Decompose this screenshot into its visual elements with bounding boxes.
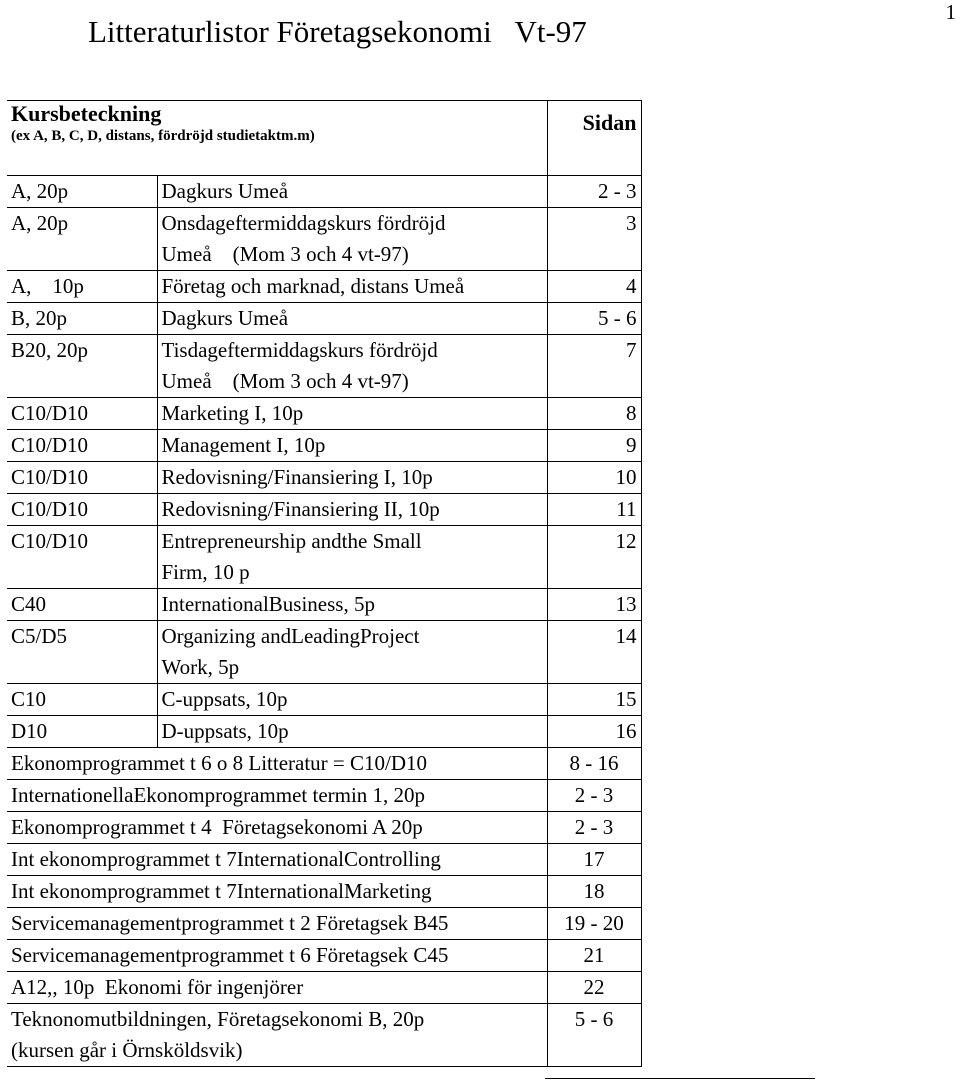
course-name-line: Redovisning/Finansiering II, 10p <box>161 497 440 521</box>
course-name-line: Firm, 10 p <box>161 560 250 584</box>
course-name-line: Umeå (Mom 3 och 4 vt-97) <box>161 242 409 266</box>
table-row <box>7 494 641 526</box>
course-code: C10/D10 <box>7 430 157 462</box>
program-name-line: Int ekonomprogrammet t 7InternationalControlling <box>11 847 441 871</box>
table-header-row <box>7 101 641 176</box>
page-ref: 8 <box>547 398 641 430</box>
course-name <box>157 335 547 398</box>
page-ref: 15 <box>547 684 641 716</box>
page-header: Sidan <box>547 101 641 176</box>
course-name <box>157 176 547 208</box>
course-code: A, 20p <box>7 208 157 271</box>
course-code: C5/D5 <box>7 621 157 684</box>
page-ref: 21 <box>547 940 641 972</box>
page-ref: 4 <box>547 271 641 303</box>
program-name <box>7 812 547 844</box>
page-ref: 2 - 3 <box>547 780 641 812</box>
page-ref: 3 <box>547 208 641 271</box>
course-name-line: Work, 5p <box>161 655 240 679</box>
page-ref: 2 - 3 <box>547 812 641 844</box>
program-name <box>7 972 547 1004</box>
table-row <box>7 303 641 335</box>
course-name-line: Entrepreneurship andthe Small <box>161 529 422 553</box>
course-name-line: Umeå (Mom 3 och 4 vt-97) <box>161 369 409 393</box>
page-ref: 17 <box>547 844 641 876</box>
course-name-line: InternationalBusiness, 5p <box>161 592 375 616</box>
course-code-header-label: Kursbeteckning <box>11 101 162 126</box>
course-name-line: Marketing I, 10p <box>161 401 304 425</box>
table-row <box>7 208 641 271</box>
program-row <box>7 780 641 812</box>
course-code: C10/D10 <box>7 526 157 589</box>
page-ref: 8 - 16 <box>547 748 641 780</box>
program-name-line: Teknonomutbildningen, Företagsekonomi B, 20p <box>11 1007 425 1031</box>
program-row <box>7 844 641 876</box>
literature-table <box>7 100 642 1067</box>
program-name <box>7 1004 547 1067</box>
page-ref: 18 <box>547 876 641 908</box>
course-name-line: Tisdageftermiddagskurs fördröjd <box>161 338 438 362</box>
program-name-line: A12,, 10p Ekonomi för ingenjörer <box>11 975 304 999</box>
page-ref: 7 <box>547 335 641 398</box>
program-name-line: Ekonomprogrammet t 4 Företagsekonomi A 20p <box>11 815 423 839</box>
course-code: C10/D10 <box>7 398 157 430</box>
course-code: C10 <box>7 684 157 716</box>
page-ref: 16 <box>547 716 641 748</box>
program-name-line: Servicemanagementprogrammet t 6 Företagsek C45 <box>11 943 449 967</box>
program-row <box>7 972 641 1004</box>
program-name <box>7 844 547 876</box>
course-name <box>157 271 547 303</box>
course-name <box>157 208 547 271</box>
page-ref: 13 <box>547 589 641 621</box>
course-code: C10/D10 <box>7 494 157 526</box>
course-name <box>157 398 547 430</box>
page-ref: 10 <box>547 462 641 494</box>
program-name-line: (kursen går i Örnsköldsvik) <box>11 1038 243 1062</box>
literature-table-container <box>7 100 641 1067</box>
program-row <box>7 940 641 972</box>
table-row <box>7 430 641 462</box>
page-ref: 5 - 6 <box>547 303 641 335</box>
table-row <box>7 716 641 748</box>
course-name-line: Organizing andLeadingProject <box>161 624 420 648</box>
table-body <box>7 176 641 1067</box>
table-row <box>7 462 641 494</box>
course-name <box>157 430 547 462</box>
page-ref: 5 - 6 <box>547 1004 641 1067</box>
program-row <box>7 876 641 908</box>
course-name-line: Onsdageftermiddagskurs fördröjd <box>161 211 446 235</box>
course-name <box>157 526 547 589</box>
course-code: D10 <box>7 716 157 748</box>
program-name <box>7 876 547 908</box>
table-row <box>7 335 641 398</box>
course-code-header-sublabel: (ex A, B, C, D, distans, fördröjd studietaktm.m) <box>11 128 315 144</box>
table-row <box>7 271 641 303</box>
course-name-line: Dagkurs Umeå <box>161 306 289 330</box>
course-name-line: D-uppsats, 10p <box>161 719 289 743</box>
course-name <box>157 589 547 621</box>
course-name <box>157 303 547 335</box>
course-code: B20, 20p <box>7 335 157 398</box>
table-row <box>7 176 641 208</box>
program-row <box>7 748 641 780</box>
page-ref: 22 <box>547 972 641 1004</box>
course-name <box>157 684 547 716</box>
program-row <box>7 908 641 940</box>
course-name <box>157 462 547 494</box>
program-row <box>7 1004 641 1067</box>
program-name-line: InternationellaEkonomprogrammet termin 1, 20p <box>11 783 426 807</box>
document-title: Litteraturlistor Företagsekonomi Vt-97 <box>88 14 587 49</box>
course-name-line: Management I, 10p <box>161 433 326 457</box>
course-name-line: Företag och marknad, distans Umeå <box>161 274 465 298</box>
program-name <box>7 780 547 812</box>
page-ref: 19 - 20 <box>547 908 641 940</box>
program-row <box>7 812 641 844</box>
program-name-line: Servicemanagementprogrammet t 2 Företagsek B45 <box>11 911 449 935</box>
page-ref: 9 <box>547 430 641 462</box>
course-code: A, 20p <box>7 176 157 208</box>
course-code: A, 10p <box>7 271 157 303</box>
table-row <box>7 589 641 621</box>
course-code: C40 <box>7 589 157 621</box>
course-name <box>157 716 547 748</box>
course-code: B, 20p <box>7 303 157 335</box>
course-code-header <box>7 101 547 176</box>
table-row <box>7 684 641 716</box>
page-ref: 11 <box>547 494 641 526</box>
program-name <box>7 748 547 780</box>
bottom-rule <box>545 1078 815 1079</box>
course-code: C10/D10 <box>7 462 157 494</box>
program-name <box>7 908 547 940</box>
program-name <box>7 940 547 972</box>
course-name <box>157 494 547 526</box>
page-number: 1 <box>945 0 956 24</box>
table-row <box>7 526 641 589</box>
program-name-line: Int ekonomprogrammet t 7InternationalMarketing <box>11 879 432 903</box>
page-ref: 14 <box>547 621 641 684</box>
table-row <box>7 398 641 430</box>
course-name-line: C-uppsats, 10p <box>161 687 288 711</box>
page-ref: 12 <box>547 526 641 589</box>
course-name-line: Redovisning/Finansiering I, 10p <box>161 465 433 489</box>
course-name <box>157 621 547 684</box>
course-name-line: Dagkurs Umeå <box>161 179 289 203</box>
program-name-line: Ekonomprogrammet t 6 o 8 Litteratur = C10/D10 <box>11 751 428 775</box>
table-row <box>7 621 641 684</box>
page-ref: 2 - 3 <box>547 176 641 208</box>
